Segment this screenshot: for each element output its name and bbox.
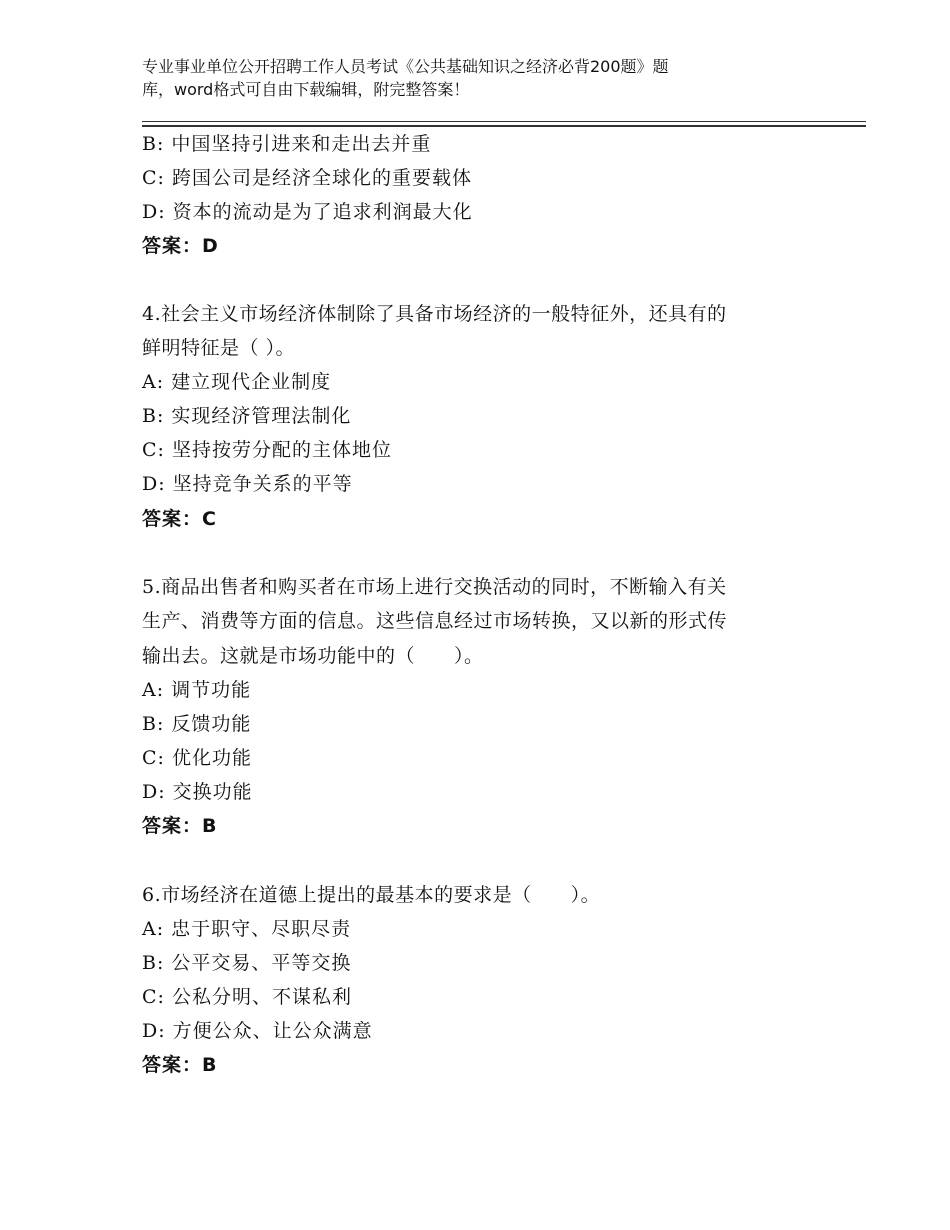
q5-option-b: B: 反馈功能 [142, 713, 252, 735]
q6-option-a: A: 忠于职守、尽职尽责 [142, 918, 352, 940]
q4-option-b: B: 实现经济管理法制化 [142, 405, 352, 427]
q3-option-c: C: 跨国公司是经济全球化的重要载体 [142, 167, 472, 189]
header-title-line-1: 专业事业单位公开招聘工作人员考试《公共基础知识之经济必背200题》题 [142, 57, 669, 76]
q6-answer: 答案：B [142, 1054, 218, 1076]
q4-option-a: A: 建立现代企业制度 [142, 371, 332, 393]
document-header [142, 55, 782, 101]
q4-option-c: C: 坚持按劳分配的主体地位 [142, 439, 392, 461]
header-title-line-2: 库，word格式可自由下载编辑，附完整答案！ [142, 80, 470, 99]
q4-stem-line-1: 4.社会主义市场经济体制除了具备市场经济的一般特征外，还具有的 [142, 303, 727, 325]
q6-option-c: C: 公私分明、不谋私利 [142, 986, 352, 1008]
q4-answer: 答案：C [142, 508, 217, 530]
header-divider-thin [142, 121, 866, 122]
q5-stem-line-1: 5.商品出售者和购买者在市场上进行交换活动的同时，不断输入有关 [142, 576, 727, 598]
q3-option-d: D: 资本的流动是为了追求利润最大化 [142, 201, 473, 223]
q4-stem-line-2: 鲜明特征是（ ）。 [142, 337, 296, 359]
q5-stem-line-2: 生产、消费等方面的信息。这些信息经过市场转换，又以新的形式传 [142, 610, 728, 632]
q6-option-d: D: 方便公众、让公众满意 [142, 1020, 373, 1042]
q4-option-d: D: 坚持竞争关系的平等 [142, 473, 353, 495]
q5-answer: 答案：B [142, 815, 218, 837]
q5-option-a: A: 调节功能 [142, 679, 252, 701]
q3-option-b: B: 中国坚持引进来和走出去并重 [142, 133, 432, 155]
header-divider-thick [142, 125, 866, 127]
q5-option-d: D: 交换功能 [142, 781, 253, 803]
q5-option-c: C: 优化功能 [142, 747, 252, 769]
q5-stem-line-3: 输出去。这就是市场功能中的（ ）。 [142, 645, 484, 667]
q3-answer: 答案：D [142, 235, 219, 257]
q6-option-b: B: 公平交易、平等交换 [142, 952, 352, 974]
q6-stem-line-1: 6.市场经济在道德上提出的最基本的要求是（ ）。 [142, 884, 601, 906]
